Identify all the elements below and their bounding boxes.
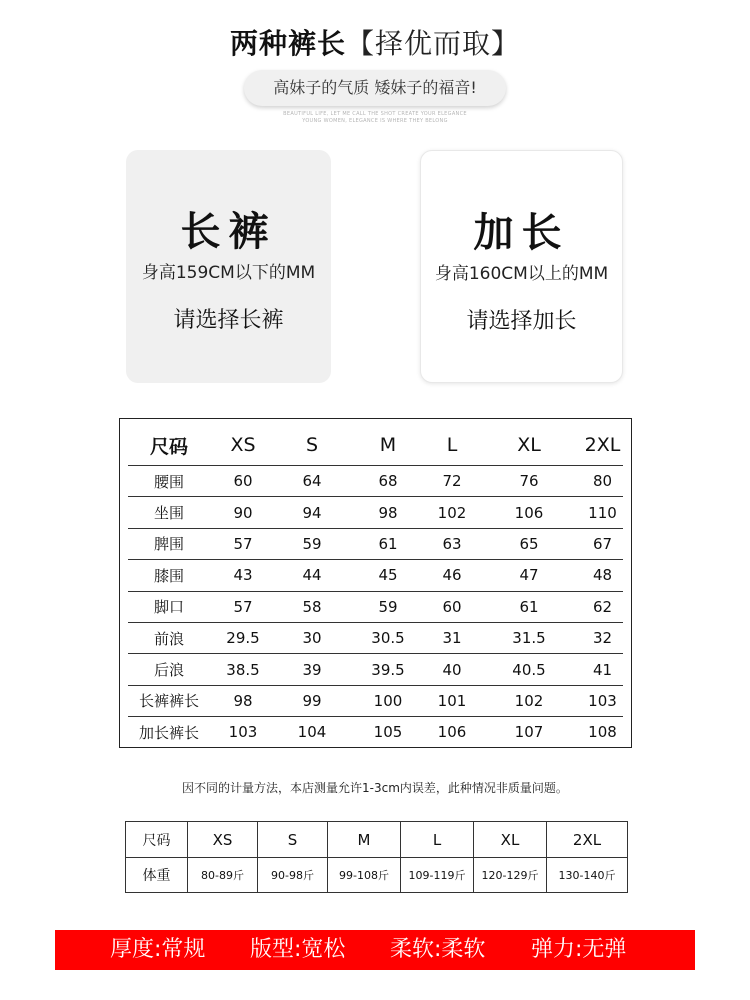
table-cell: 65 xyxy=(476,528,582,559)
page-title xyxy=(0,22,750,62)
header-cell: L xyxy=(401,822,474,858)
feature-fit: 版型:宽松 xyxy=(250,937,346,962)
row-label: 加长裤长 xyxy=(138,723,199,742)
table-cell: 59 xyxy=(348,591,428,622)
table-cell: 体重 xyxy=(126,858,188,893)
header-cell: L xyxy=(428,425,476,466)
table-cell: 38.5 xyxy=(210,654,276,685)
table-cell: 105 xyxy=(373,723,403,742)
feature-elasticity: 弹力:无弹 xyxy=(531,937,627,962)
table-cell: 39 xyxy=(276,654,348,685)
table-cell: 94 xyxy=(276,497,348,528)
table-cell: 104 xyxy=(297,723,327,742)
header-cell: 2XL xyxy=(547,822,628,858)
table-cell: 107 xyxy=(514,723,544,742)
table-cell: 101 xyxy=(428,685,476,716)
title-main: 两种裤长 xyxy=(229,27,346,60)
table-cell: 46 xyxy=(428,560,476,591)
card-extra-long xyxy=(420,150,623,383)
table-cell: 64 xyxy=(276,466,348,497)
card-description: 身高160CM以上的MM xyxy=(434,264,609,284)
size-chart xyxy=(119,418,632,748)
table-cell: 44 xyxy=(276,560,348,591)
table-cell: 61 xyxy=(348,528,428,559)
table-cell: 40.5 xyxy=(476,654,582,685)
table-cell: 58 xyxy=(276,591,348,622)
table-cell: 72 xyxy=(428,466,476,497)
header-cell: XL xyxy=(476,425,582,466)
title-suffix: 【择优而取】 xyxy=(346,27,521,60)
card-description: 身高159CM以下的MM xyxy=(141,263,316,283)
table-cell: 68 xyxy=(348,466,428,497)
row-label: 膝围 xyxy=(128,560,210,591)
header-cell: S xyxy=(276,425,348,466)
table-cell: 31.5 xyxy=(476,622,582,653)
table-cell: 30 xyxy=(276,622,348,653)
table-cell: 98 xyxy=(348,497,428,528)
table-cell: 106 xyxy=(437,723,467,742)
table-cell: 76 xyxy=(476,466,582,497)
size-table xyxy=(128,425,623,748)
header-cell: 2XL xyxy=(582,425,623,466)
table-cell: 80 xyxy=(582,466,623,497)
table-cell: 62 xyxy=(582,591,623,622)
table-cell: 98 xyxy=(210,685,276,716)
header-cell: XL xyxy=(474,822,547,858)
feature-bar xyxy=(55,930,695,970)
header-cell: XS xyxy=(210,425,276,466)
feature-softness: 柔软:柔软 xyxy=(390,937,486,962)
table-row xyxy=(128,717,623,748)
table-row xyxy=(128,497,623,528)
table-cell: 120-129斤 xyxy=(474,858,547,893)
table-row xyxy=(128,560,623,591)
card-heading: 加长 xyxy=(473,210,570,256)
table-cell: 103 xyxy=(228,723,258,742)
table-cell: 45 xyxy=(348,560,428,591)
table-header-row xyxy=(128,425,623,466)
subtitle-pill: 高妹子的气质 矮妹子的福音! xyxy=(244,70,506,106)
header-cell: M xyxy=(348,425,428,466)
card-recommendation: 请选择加长 xyxy=(466,309,577,334)
table-cell: 90 xyxy=(210,497,276,528)
table-cell: 30.5 xyxy=(348,622,428,653)
table-cell: 63 xyxy=(428,528,476,559)
feature-thickness: 厚度:常规 xyxy=(110,937,206,962)
table-cell: 57 xyxy=(210,591,276,622)
weight-header-row xyxy=(126,822,628,858)
table-cell: 60 xyxy=(210,466,276,497)
table-cell: 67 xyxy=(582,528,623,559)
table-cell: 59 xyxy=(276,528,348,559)
table-cell: 130-140斤 xyxy=(547,858,628,893)
tagline-en-2: YOUNG WOMEN, ELEGANCE IS WHERE THEY BELONG xyxy=(302,118,448,124)
table-cell: 110 xyxy=(582,497,623,528)
table-cell: 57 xyxy=(210,528,276,559)
header-cell: S xyxy=(258,822,328,858)
table-cell: 48 xyxy=(582,560,623,591)
header-cell: XS xyxy=(188,822,258,858)
table-cell: 106 xyxy=(476,497,582,528)
row-label: 腰围 xyxy=(128,466,210,497)
table-row xyxy=(128,466,623,497)
table-cell: 99 xyxy=(276,685,348,716)
row-label: 长裤裤长 xyxy=(128,685,210,716)
table-cell: 80-89斤 xyxy=(188,858,258,893)
table-cell: 102 xyxy=(476,685,582,716)
table-cell: 108 xyxy=(588,723,617,742)
table-row xyxy=(128,654,623,685)
row-label: 后浪 xyxy=(128,654,210,685)
table-cell: 31 xyxy=(428,622,476,653)
table-row xyxy=(128,591,623,622)
row-label: 脾围 xyxy=(128,528,210,559)
table-cell: 41 xyxy=(582,654,623,685)
table-cell: 32 xyxy=(582,622,623,653)
tagline-en-1: BEAUTIFUL LIFE, LET ME CALL THE SHOT CREATE YOUR ELEGANCE xyxy=(283,111,467,117)
weight-value-row xyxy=(126,858,628,893)
table-cell: 29.5 xyxy=(210,622,276,653)
header-cell: 尺码 xyxy=(126,822,188,858)
card-recommendation: 请选择长裤 xyxy=(173,308,284,333)
row-label: 坐围 xyxy=(128,497,210,528)
card-long-pants xyxy=(126,150,331,383)
table-cell: 90-98斤 xyxy=(258,858,328,893)
header-cell: 尺码 xyxy=(128,425,210,466)
table-cell: 99-108斤 xyxy=(328,858,401,893)
table-row xyxy=(128,528,623,559)
table-cell: 61 xyxy=(476,591,582,622)
table-cell: 60 xyxy=(428,591,476,622)
header-cell: M xyxy=(328,822,401,858)
table-row xyxy=(128,685,623,716)
table-cell: 39.5 xyxy=(348,654,428,685)
row-label: 前浪 xyxy=(128,622,210,653)
measurement-note: 因不同的计量方法，本店测量允许1-3cm内误差，此种情况非质量问题。 xyxy=(182,781,568,795)
table-cell: 109-119斤 xyxy=(401,858,474,893)
table-cell: 102 xyxy=(428,497,476,528)
card-heading: 长裤 xyxy=(180,209,277,255)
table-cell: 47 xyxy=(476,560,582,591)
table-cell: 100 xyxy=(348,685,428,716)
table-row xyxy=(128,622,623,653)
table-cell: 43 xyxy=(210,560,276,591)
table-cell: 40 xyxy=(428,654,476,685)
weight-table xyxy=(125,821,628,893)
row-label: 脚口 xyxy=(128,591,210,622)
table-cell: 103 xyxy=(582,685,623,716)
